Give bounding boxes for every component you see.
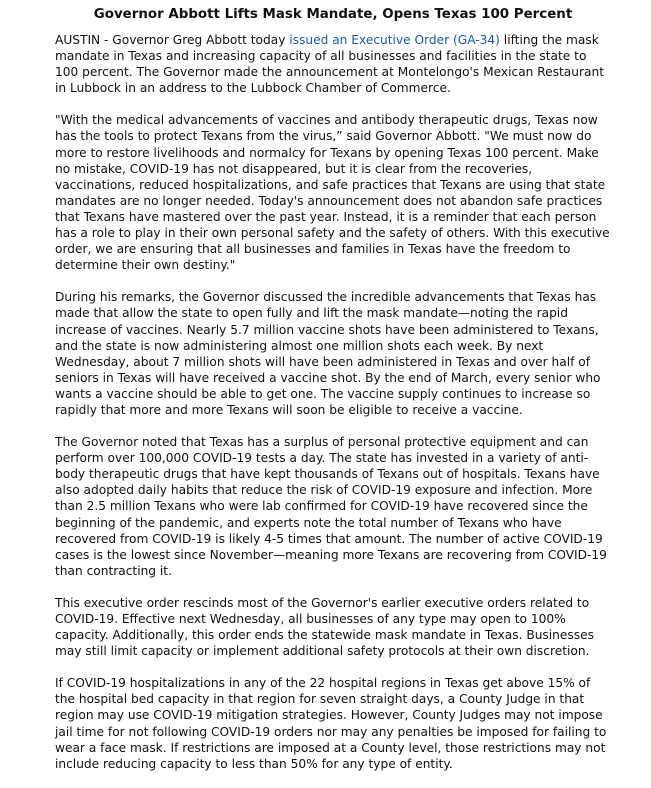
intro-text-after: lifting the mask mandate in Texas and increasing capacity of all businesses and facilities in the state to 100 percent. The Governor made the announcement at Montelongo's Mexican Restaurant in Lubbock in an address to the Lubbock Chamber of Commerce. <box>55 33 604 96</box>
paragraph-intro <box>55 32 611 96</box>
paragraph-order-details: This executive order rescinds most of the Governor's earlier executive orders related to COVID-19. Effective next Wednesday, all businesses of any type may open to 100% capacity. Additionally, this order ends the statewide mask mandate in Texas. Businesses may still limit capacity or implement additional safety protocols at their own discretion. <box>55 595 594 659</box>
article <box>55 6 611 788</box>
paragraph-county-rules: If COVID-19 hospitalizations in any of the 22 hospital regions in Texas get above 15% of the hospital bed capacity in that region for seven straight days, a County Judge in that region may use COVID-19 mitigation strategies. However, County Judges may not impose jail time for not following COVID-19 orders nor may any penalties be imposed for failing to wear a face mask. If restrictions are imposed at a County level, those restrictions may not include reducing capacity to less than 50% for any type of entity. <box>55 676 607 771</box>
paragraph-remarks: During his remarks, the Governor discussed the incredible advancements that Texas has made that allow the state to open fully and lift the mask mandate—noting the rapid increase of vaccines. Nearly 5.7 million vaccine shots have been administered to Texans, and the state is now administering almost one million shots each week. By next Wednesday, about 7 million shots will have been administered in Texas and over half of seniors in Texas will have received a vaccine shot. By the end of March, every senior who wants a vaccine should be able to get one. The vaccine supply continues to increase so rapidly that more and more Texans will soon be eligible to receive a vaccine. <box>55 290 601 417</box>
intro-text-before: AUSTIN - Governor Greg Abbott today <box>55 33 290 47</box>
paragraph-ppe-testing: The Governor noted that Texas has a surplus of personal protective equipment and can perform over 100,000 COVID-19 tests a day. The state has invested in a variety of anti-body therapeutic drugs that have kept thousands of Texans out of hospitals. Texans have also adopted daily habits that reduce the risk of COVID-19 exposure and infection. More than 2.5 million Texans who were lab confirmed for COVID-19 have recovered since the beginning of the pandemic, and experts note the total number of Texans who have recovered from COVID-19 is likely 4-5 times that amount. The number of active COVID-19 cases is the lowest since November—meaning more Texans are recovering from COVID-19 than contracting it. <box>55 435 607 578</box>
paragraph-quote: "With the medical advancements of vaccines and antibody therapeutic drugs, Texas now has the tools to protect Texans from the virus,” said Governor Abbott. "We must now do more to restore livelihoods and normalcy for Texans by opening Texas 100 percent. Make no mistake, COVID-19 has not disappeared, but it is clear from the recoveries, vaccinations, reduced hospitalizations, and safe practices that Texans are using that state mandates are no longer needed. Today's announcement does not abandon safe practices that Texans have mastered over the past year. Instead, it is a reminder that each person has a role to play in their own personal safety and the safety of others. With this executive order, we are ensuring that all businesses and families in Texas have the freedom to determine their own destiny." <box>55 113 610 273</box>
executive-order-link[interactable]: issued an Executive Order (GA-34) <box>289 33 500 47</box>
article-title: Governor Abbott Lifts Mask Mandate, Opens Texas 100 Percent <box>93 7 573 22</box>
